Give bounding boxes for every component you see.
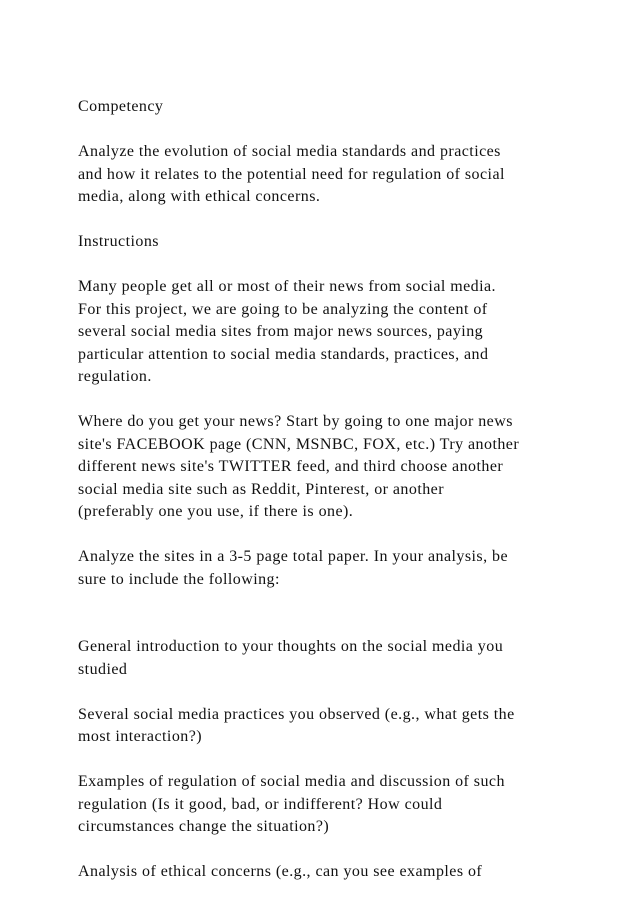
text-line: Examples of regulation of social media and discussion of such [78, 773, 505, 790]
text-line: Several social media practices you observed (e.g., what gets the [78, 705, 515, 723]
text-line: Analyze the sites in a 3-5 page total paper. In your analysis, be [78, 548, 509, 565]
paragraph-gap [78, 119, 578, 142]
text-line: site's FACEBOOK page (CNN, MSNBC, FOX, etc.) Try another [78, 435, 520, 453]
text-line: Many people get all or most of their news from social media. [78, 278, 497, 295]
paragraph [78, 276, 578, 389]
paragraph-gap [78, 524, 578, 547]
text-line: particular attention to social media standards, practices, and [78, 345, 489, 363]
paragraph-gap [78, 839, 578, 862]
text-line: and how it relates to the potential need for regulation of social [78, 165, 505, 183]
paragraph [78, 411, 578, 524]
text-line: several social media sites from major news sources, paying [78, 323, 484, 340]
paragraph-gap [78, 591, 578, 614]
text-line: social media site such as Reddit, Pinterest, or another [78, 480, 444, 498]
paragraph-gap [78, 254, 578, 277]
paragraph [78, 636, 578, 681]
paragraph-gap [78, 749, 578, 772]
paragraph [78, 141, 578, 209]
text-line: Where do you get your news? Start by going to one major news [78, 413, 513, 430]
text-line: circumstances change the situation?) [78, 818, 330, 835]
text-line: regulation. [78, 368, 152, 385]
text-line: different news site's TWITTER feed, and third choose another [78, 458, 504, 475]
paragraph [78, 771, 578, 839]
paragraph-gap [78, 209, 578, 232]
text-line: (preferably one you use, if there is one). [78, 503, 354, 520]
text-line: Instructions [78, 233, 159, 250]
text-line: most interaction?) [78, 728, 203, 745]
text-line: For this project, we are going to be analyzing the content of [78, 300, 488, 318]
paragraph [78, 546, 578, 591]
paragraph [78, 96, 578, 119]
paragraph-gap [78, 614, 578, 637]
text-line: sure to include the following: [78, 570, 280, 588]
text-line: media, along with ethical concerns. [78, 188, 321, 205]
paragraph [78, 861, 578, 884]
paragraph [78, 231, 578, 254]
text-line: studied [78, 660, 128, 678]
paragraph-gap [78, 681, 578, 704]
text-line: regulation (Is it good, bad, or indifferent? How could [78, 795, 443, 813]
paragraph [78, 704, 578, 749]
text-line: Analysis of ethical concerns (e.g., can you see examples of [78, 863, 483, 880]
text-line: Analyze the evolution of social media standards and practices [78, 143, 501, 160]
text-line: General introduction to your thoughts on the social media you [78, 638, 504, 655]
text-line: Competency [78, 98, 164, 115]
paragraph-gap [78, 389, 578, 412]
document-body [78, 96, 578, 884]
